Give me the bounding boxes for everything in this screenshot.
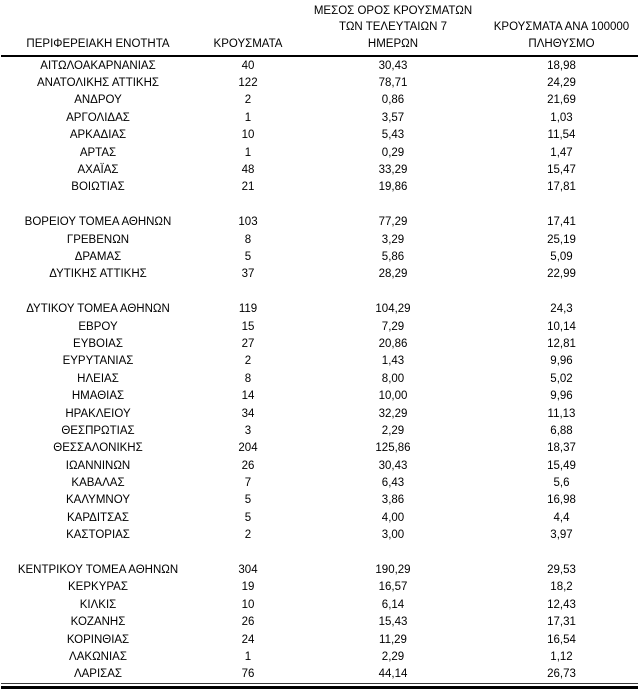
per100k-cell: 15,49 xyxy=(547,459,576,472)
region-cell: ΕΥΡΥΤΑΝΙΑΣ xyxy=(62,355,134,368)
cases-cell: 37 xyxy=(241,268,255,281)
table-row xyxy=(1,579,638,596)
per100k-cell: 3,97 xyxy=(550,529,573,542)
regional-cases-table xyxy=(1,0,638,684)
table-row xyxy=(1,109,638,126)
column-header-cases xyxy=(195,0,301,56)
avg7-cell: 30,43 xyxy=(378,459,408,472)
avg7-cell: 20,86 xyxy=(378,337,408,350)
avg7-cell: 3,29 xyxy=(381,233,405,246)
avg7-cell: 5,43 xyxy=(381,129,405,142)
cases-cell: 26 xyxy=(241,459,255,472)
avg7-cell: 6,43 xyxy=(381,477,405,490)
avg7-cell: 10,00 xyxy=(378,390,408,403)
cases-cell: 2 xyxy=(244,94,252,107)
region-cell: ΒΟΙΩΤΙΑΣ xyxy=(71,181,125,194)
per100k-cell: 17,31 xyxy=(547,616,576,629)
region-cell: ΔΥΤΙΚΗΣ ΑΤΤΙΚΗΣ xyxy=(49,268,147,281)
column-header-per100k-line1: ΚΡΟΥΣΜΑΤΑ ΑΝΑ 100000 xyxy=(493,21,630,33)
region-cell: ΑΡΓΟΛΙΔΑΣ xyxy=(66,111,130,124)
table-row xyxy=(1,144,638,161)
table-row xyxy=(1,474,638,491)
avg7-cell: 3,57 xyxy=(381,111,405,124)
header-row xyxy=(1,0,638,56)
region-cell: ΘΕΣΣΑΛΟΝΙΚΗΣ xyxy=(53,442,143,455)
avg7-cell: 0,86 xyxy=(381,94,405,107)
cases-cell: 5 xyxy=(244,494,252,507)
region-cell: ΑΙΤΩΛΟΑΚΑΡΝΑΝΙΑΣ xyxy=(40,59,156,72)
table-row xyxy=(1,266,638,283)
avg7-cell: 125,86 xyxy=(375,442,411,455)
avg7-cell: 77,29 xyxy=(378,216,408,229)
group-spacer-row xyxy=(1,283,638,300)
cases-cell: 48 xyxy=(241,164,255,177)
avg7-cell: 78,71 xyxy=(378,77,408,90)
avg7-cell: 28,29 xyxy=(378,268,408,281)
cases-cell: 204 xyxy=(238,442,258,455)
cases-cell: 15 xyxy=(241,320,255,333)
table-row xyxy=(1,527,638,544)
column-header-avg7-line2: ΤΩΝ ΤΕΛΕΥΤΑΙΩΝ 7 xyxy=(339,21,447,33)
region-cell: ΚΑΣΤΟΡΙΑΣ xyxy=(66,529,130,542)
per100k-cell: 1,12 xyxy=(550,650,573,663)
region-cell: ΘΕΣΠΡΩΤΙΑΣ xyxy=(61,424,135,437)
avg7-cell: 33,29 xyxy=(378,164,408,177)
table-row xyxy=(1,248,638,265)
per100k-cell: 26,73 xyxy=(485,666,638,684)
cases-cell: 1 xyxy=(244,111,252,124)
cases-cell: 5 xyxy=(244,511,252,524)
avg7-cell: 3,86 xyxy=(381,494,405,507)
per100k-cell: 12,43 xyxy=(547,598,576,611)
per100k-cell: 1,47 xyxy=(550,146,573,159)
cases-cell: 7 xyxy=(244,477,252,490)
per100k-cell: 9,96 xyxy=(550,355,573,368)
region-cell: ΛΑΡΙΣΑΣ xyxy=(1,666,195,684)
avg7-cell: 2,29 xyxy=(381,424,405,437)
per100k-cell: 6,88 xyxy=(550,424,573,437)
region-cell: ΑΝΑΤΟΛΙΚΗΣ ΑΤΤΙΚΗΣ xyxy=(36,77,159,90)
per100k-cell: 12,81 xyxy=(547,337,576,350)
column-header-avg7-line1: ΜΕΣΟΣ ΟΡΟΣ ΚΡΟΥΣΜΑΤΩΝ xyxy=(313,4,473,17)
cases-cell: 5 xyxy=(244,250,252,263)
table-row xyxy=(1,300,638,317)
cases-cell: 76 xyxy=(195,666,301,684)
group-spacer-row xyxy=(1,196,638,213)
region-cell: ΚΑΡΔΙΤΣΑΣ xyxy=(67,511,129,524)
table-row xyxy=(1,92,638,109)
region-cell: ΚΑΛΥΜΝΟΥ xyxy=(66,494,130,507)
cases-cell: 1 xyxy=(244,650,252,663)
avg7-cell: 32,29 xyxy=(378,407,408,420)
region-cell: ΔΡΑΜΑΣ xyxy=(74,250,122,263)
region-cell: ΑΧΑΪΑΣ xyxy=(77,164,119,177)
region-cell: ΛΑΚΩΝΙΑΣ xyxy=(69,650,127,663)
table-row xyxy=(1,214,638,231)
cases-cell: 119 xyxy=(238,303,258,316)
region-cell: ΑΝΔΡΟΥ xyxy=(74,94,122,107)
cases-cell: 2 xyxy=(244,355,252,368)
cases-cell: 122 xyxy=(238,77,258,90)
table-row xyxy=(1,318,638,335)
cases-cell: 26 xyxy=(241,616,255,629)
cases-cell: 10 xyxy=(241,129,255,142)
table-row xyxy=(1,457,638,474)
cases-cell: 19 xyxy=(241,581,255,594)
cases-cell: 8 xyxy=(244,372,252,385)
cases-cell: 8 xyxy=(244,233,252,246)
avg7-cell: 11,29 xyxy=(379,633,407,646)
group-spacer-cell xyxy=(1,196,638,213)
per100k-cell: 17,81 xyxy=(547,181,576,194)
table-row xyxy=(1,614,638,631)
per100k-cell: 5,6 xyxy=(553,477,570,490)
per100k-cell: 4,4 xyxy=(553,511,570,524)
avg7-cell: 3,00 xyxy=(381,529,405,542)
per100k-cell: 25,19 xyxy=(547,233,576,246)
table-row xyxy=(1,631,638,648)
table-row xyxy=(1,179,638,196)
avg7-cell: 6,14 xyxy=(381,598,405,611)
region-cell: ΑΡΚΑΔΙΑΣ xyxy=(69,129,127,142)
column-header-per100k xyxy=(485,0,638,56)
cases-cell: 1 xyxy=(244,146,252,159)
avg7-cell: 0,29 xyxy=(381,146,405,159)
avg7-cell: 16,57 xyxy=(378,581,408,594)
region-cell: ΚΟΡΙΝΘΙΑΣ xyxy=(66,633,130,646)
per100k-cell: 21,69 xyxy=(547,94,576,107)
per100k-cell: 11,54 xyxy=(547,129,576,142)
table-header xyxy=(1,0,638,56)
table-row xyxy=(1,387,638,404)
column-header-cases-label: ΚΡΟΥΣΜΑΤΑ xyxy=(213,37,283,50)
region-cell: ΚΕΡΚΥΡΑΣ xyxy=(68,581,128,594)
region-cell: ΕΥΒΟΙΑΣ xyxy=(73,337,123,350)
per100k-cell: 9,96 xyxy=(550,390,573,403)
avg7-cell: 1,43 xyxy=(381,355,405,368)
table-row xyxy=(1,422,638,439)
table-row xyxy=(1,648,638,665)
table-row xyxy=(1,492,638,509)
table-row xyxy=(1,509,638,526)
group-spacer-row xyxy=(1,544,638,561)
table-row xyxy=(1,56,638,74)
per100k-cell: 10,14 xyxy=(547,320,576,333)
cases-cell: 103 xyxy=(238,216,258,229)
group-spacer-cell xyxy=(1,283,638,300)
per100k-cell: 17,41 xyxy=(547,216,576,229)
region-cell: ΙΩΑΝΝΙΝΩΝ xyxy=(65,459,131,472)
region-cell: ΚΟΖΑΝΗΣ xyxy=(70,616,126,629)
table-row xyxy=(1,161,638,178)
cases-cell: 34 xyxy=(241,407,255,420)
region-cell: ΚΕΝΤΡΙΚΟΥ ΤΟΜΕΑ ΑΘΗΝΩΝ xyxy=(17,564,179,577)
avg7-cell: 104,29 xyxy=(375,303,411,316)
region-cell: ΒΟΡΕΙΟΥ ΤΟΜΕΑ ΑΘΗΝΩΝ xyxy=(24,216,172,229)
cases-cell: 3 xyxy=(244,424,252,437)
table-bottom-rule xyxy=(1,686,638,689)
table-row xyxy=(1,666,638,684)
avg7-cell: 7,29 xyxy=(381,320,405,333)
per100k-cell: 1,03 xyxy=(550,111,573,124)
column-header-region-label: ΠΕΡΙΦΕΡΕΙΑΚΗ ΕΝΟΤΗΤΑ xyxy=(26,37,170,50)
table-body xyxy=(1,56,638,684)
table-row xyxy=(1,440,638,457)
per100k-cell: 5,09 xyxy=(550,250,573,263)
table-row xyxy=(1,596,638,613)
per100k-cell: 18,37 xyxy=(547,442,576,455)
avg7-cell: 8,00 xyxy=(381,372,405,385)
avg7-cell: 5,86 xyxy=(381,250,405,263)
region-cell: ΑΡΤΑΣ xyxy=(79,146,117,159)
per100k-cell: 22,99 xyxy=(547,268,576,281)
cases-cell: 27 xyxy=(241,337,255,350)
table-row xyxy=(1,231,638,248)
table-row xyxy=(1,370,638,387)
region-cell: ΔΥΤΙΚΟΥ ΤΟΜΕΑ ΑΘΗΝΩΝ xyxy=(26,303,170,316)
table-row xyxy=(1,74,638,91)
table-row xyxy=(1,127,638,144)
per100k-cell: 18,2 xyxy=(550,581,573,594)
avg7-cell: 30,43 xyxy=(378,59,408,72)
cases-cell: 40 xyxy=(241,59,255,72)
column-header-per100k-line2: ΠΛΗΘΥΣΜΟ xyxy=(528,37,595,50)
table-row xyxy=(1,561,638,578)
region-cell: ΓΡΕΒΕΝΩΝ xyxy=(66,233,130,246)
table-row xyxy=(1,405,638,422)
region-cell: ΗΡΑΚΛΕΙΟΥ xyxy=(65,407,131,420)
avg7-cell: 4,00 xyxy=(381,511,405,524)
avg7-cell: 190,29 xyxy=(375,564,411,577)
per100k-cell: 18,98 xyxy=(547,59,576,72)
region-cell: ΚΙΛΚΙΣ xyxy=(79,598,117,611)
per100k-cell: 15,47 xyxy=(547,164,576,177)
cases-cell: 2 xyxy=(244,529,252,542)
region-cell: ΗΜΑΘΙΑΣ xyxy=(71,390,125,403)
cases-cell: 14 xyxy=(241,390,255,403)
column-header-region xyxy=(1,0,195,56)
region-cell: ΕΒΡΟΥ xyxy=(78,320,118,333)
per100k-cell: 29,53 xyxy=(547,564,576,577)
region-cell: ΗΛΕΙΑΣ xyxy=(77,372,119,385)
region-cell: ΚΑΒΑΛΑΣ xyxy=(71,477,125,490)
cases-cell: 304 xyxy=(238,564,258,577)
cases-cell: 10 xyxy=(241,598,255,611)
per100k-cell: 24,29 xyxy=(547,77,576,90)
group-spacer-cell xyxy=(1,544,638,561)
cases-cell: 21 xyxy=(241,181,255,194)
per100k-cell: 16,98 xyxy=(547,494,576,507)
column-header-avg7-line3: ΗΜΕΡΩΝ xyxy=(367,37,419,50)
per100k-cell: 11,13 xyxy=(547,407,576,420)
per100k-cell: 24,3 xyxy=(550,303,573,316)
avg7-cell: 19,86 xyxy=(378,181,408,194)
table-row xyxy=(1,335,638,352)
column-header-avg7 xyxy=(301,0,485,56)
per100k-cell: 5,02 xyxy=(550,372,573,385)
cases-cell: 24 xyxy=(241,633,255,646)
table-row xyxy=(1,353,638,370)
avg7-cell: 44,14 xyxy=(301,666,485,684)
per100k-cell: 16,54 xyxy=(547,633,576,646)
avg7-cell: 15,43 xyxy=(378,616,408,629)
avg7-cell: 2,29 xyxy=(381,650,405,663)
